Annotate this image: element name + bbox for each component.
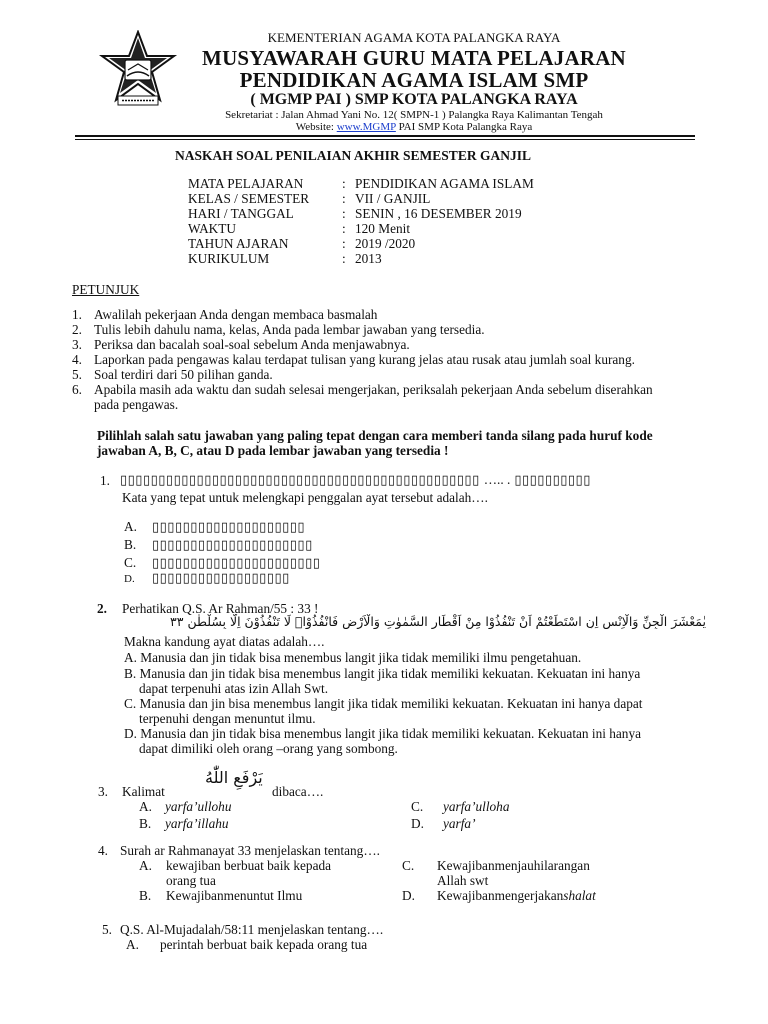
q2-prompt: Perhatikan Q.S. Ar Rahman/55 : 33 !	[122, 601, 319, 616]
q2-option-cont: terpenuhi dengan menuntut ilmu.	[139, 711, 316, 726]
header-title-3: ( MGMP PAI ) SMP KOTA PALANGKA RAYA	[250, 91, 578, 108]
q3-suffix: dibaca….	[272, 784, 324, 799]
q2-number: 2.	[97, 601, 107, 616]
petunjuk-label: PETUNJUK	[72, 282, 140, 297]
q1-option[interactable]: D. ▯▯▯▯▯▯▯▯▯▯▯▯▯▯▯▯▯▯	[124, 571, 290, 586]
meta-sep: :	[342, 236, 346, 251]
q4-number: 4.	[98, 843, 108, 858]
secretariat-address: Sekretariat : Jalan Ahmad Yani No. 12( SMPN-1 ) Palangka Raya Kalimantan Tengah	[225, 109, 603, 121]
list-item: 5. Soal terdiri dari 50 pilihan ganda.	[72, 367, 273, 382]
petunjuk-heading	[72, 282, 139, 298]
q2-option-cont: dapat dimiliki oleh orang –orang yang sombong.	[139, 741, 398, 756]
q5-number: 5.	[102, 922, 112, 937]
q1-arabic: ▯▯▯▯▯▯▯▯▯▯▯▯▯▯▯▯▯▯▯▯▯▯▯▯▯▯▯▯▯▯▯▯▯▯▯▯▯▯▯▯▯▯▯▯▯▯▯	[120, 473, 480, 488]
meta-value: PENDIDIKAN AGAMA ISLAM	[355, 176, 534, 191]
header-divider-thin	[75, 139, 695, 140]
instruction-line-1: Pilihlah salah satu jawaban yang paling tepat dengan cara memberi tanda silang pada huruf kode	[97, 428, 653, 443]
header-title-2: PENDIDIKAN AGAMA ISLAM SMP	[239, 68, 589, 92]
list-item: 1. Awalilah pekerjaan Anda dengan membaca basmalah	[72, 307, 378, 322]
website-label: Website:	[295, 121, 334, 133]
meta-value: 2013	[355, 251, 382, 266]
q2-stem: Makna kandung ayat diatas adalah….	[124, 634, 325, 649]
q3-arabic: يَرْفَعِ اللّٰهُ	[205, 768, 263, 787]
q4-option-a[interactable]: A. kewajiban berbuat baik kepada	[139, 858, 332, 873]
q5-option-a[interactable]: A. perintah berbuat baik kepada orang tua	[126, 937, 368, 952]
q3-option[interactable]: D. yarfa’	[411, 816, 476, 831]
q3-option[interactable]: C. yarfa’ulloha	[411, 799, 510, 814]
list-item: 2. Tulis lebih dahulu nama, kelas, Anda pada lembar jawaban yang tersedia.	[72, 322, 485, 337]
q2-option[interactable]: B. Manusia dan jin tidak bisa menembus langit jika tidak memiliki kekuatan. Kekuatan ini hanya	[124, 666, 641, 681]
meta-key: HARI / TANGGAL	[188, 206, 294, 221]
q3-prefix: Kalimat	[122, 784, 165, 799]
meta-key: TAHUN AJARAN	[188, 236, 289, 251]
meta-key: MATA PELAJARAN	[188, 176, 304, 191]
q1-blank: ….. .	[483, 472, 511, 487]
document-title: NASKAH SOAL PENILAIAN AKHIR SEMESTER GANJIL	[175, 148, 531, 163]
list-item: 4. Laporkan pada pengawas kalau terdapat tulisan yang kurang jelas atau rusak atau jumlah soal kurang.	[72, 352, 635, 367]
q5-stem: Q.S. Al-Mujadalah/58:11 menjelaskan tentang….	[120, 922, 384, 937]
q3-option[interactable]: B. yarfa’illahu	[139, 816, 229, 831]
instruction-line-2: jawaban A, B, C, atau D pada lembar jawaban yang tersedia !	[97, 443, 449, 458]
meta-sep: :	[342, 176, 346, 191]
header-title-1: MUSYAWARAH GURU MATA PELAJARAN	[202, 46, 626, 70]
q2-option[interactable]: D. Manusia dan jin tidak bisa menembus langit jika tidak memiliki kekuatan. Kekuatan ini hanya	[124, 726, 641, 741]
website-link[interactable]: www.MGMP	[336, 121, 396, 133]
meta-key: WAKTU	[188, 221, 237, 236]
q2-arabic-verse: يٰمَعْشَرَ الْجِنِّ وَالْاِنْسِ اِنِ اسْتَطَعْتُمْ اَنْ تَنْفُذُوْا مِنْ اَقْطَارِ السَّمٰوٰتِ وَالْاَرْضِ فَانْفُذُوْاۗ لَا تَنْفُذُوْنَ اِلَّا بِسُلْطٰنٍ ٣٣	[170, 614, 706, 629]
q1-number: 1.	[100, 473, 110, 488]
q1-verse	[120, 471, 591, 489]
meta-sep: :	[342, 191, 346, 206]
q4-option-d[interactable]: D. Kewajibanmengerjakanshalat	[402, 888, 596, 903]
meta-value: 2019 /2020	[355, 236, 416, 251]
website-rest: PAI SMP Kota Palangka Raya	[398, 121, 533, 133]
q4-option-c[interactable]: C. Kewajibanmenjauhilarangan	[402, 858, 590, 873]
list-item: 6. Apabila masih ada waktu dan sudah selesai mengerjakan, periksalah pekerjaan Anda sebelum diserahkan	[72, 382, 653, 397]
q2-option[interactable]: A. Manusia dan jin tidak bisa menembus langit jika tidak memiliki ilmu pengetahuan.	[124, 650, 582, 665]
q1-option[interactable]: C. ▯▯▯▯▯▯▯▯▯▯▯▯▯▯▯▯▯▯▯▯▯▯	[124, 555, 321, 571]
q3-option[interactable]: A. yarfa’ullohu	[139, 799, 232, 814]
q4-option-b[interactable]: B. Kewajibanmenuntut Ilmu	[139, 888, 303, 903]
list-item: 3. Periksa dan bacalah soal-soal sebelum Anda menjawabnya.	[72, 337, 410, 352]
meta-key: KELAS / SEMESTER	[188, 191, 310, 206]
q4-stem: Surah ar Rahmanayat 33 menjelaskan tentang….	[120, 843, 380, 858]
q1-option[interactable]: B. ▯▯▯▯▯▯▯▯▯▯▯▯▯▯▯▯▯▯▯▯▯	[124, 537, 313, 553]
q1-option[interactable]: A. ▯▯▯▯▯▯▯▯▯▯▯▯▯▯▯▯▯▯▯▯	[124, 519, 306, 535]
meta-sep: :	[342, 206, 346, 221]
meta-key: KURIKULUM	[188, 251, 270, 266]
q4-option-c-cont: Allah swt	[437, 873, 489, 888]
meta-sep: :	[342, 251, 346, 266]
ministry-name: KEMENTERIAN AGAMA KOTA PALANGKA RAYA	[267, 30, 561, 45]
meta-sep: :	[342, 221, 346, 236]
meta-value: VII / GANJIL	[355, 191, 431, 206]
website-line	[0, 121, 768, 133]
q3-number: 3.	[98, 784, 108, 799]
q4-option-a-cont: orang tua	[166, 873, 216, 888]
q1-stem: Kata yang tepat untuk melengkapi penggalan ayat tersebut adalah….	[122, 490, 488, 505]
meta-value: 120 Menit	[355, 221, 411, 236]
header-divider	[75, 135, 695, 137]
list-item: pada pengawas.	[94, 397, 179, 412]
q2-option-cont: dapat terpenuhi atas izin Allah Swt.	[139, 681, 329, 696]
meta-value: SENIN , 16 DESEMBER 2019	[355, 206, 522, 221]
q2-option[interactable]: C. Manusia dan jin bisa menembus langit jika tidak memiliki kekuatan. Kekuatan ini hanya dapat	[124, 696, 643, 711]
q1-arabic-tail: ▯▯▯▯▯▯▯▯▯▯	[514, 473, 591, 488]
